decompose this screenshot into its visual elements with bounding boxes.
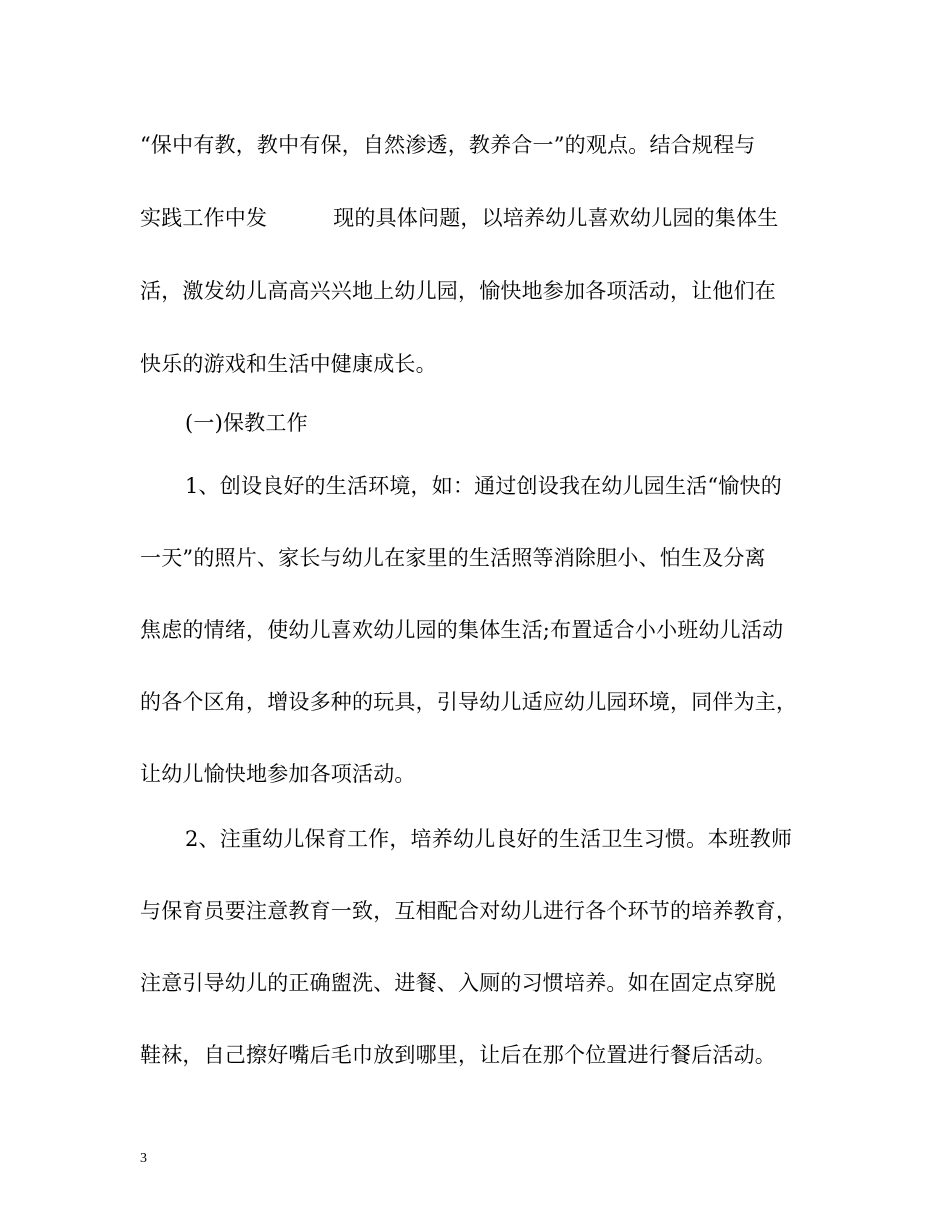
text-line	[140, 204, 820, 232]
text-line: 让幼儿愉快地参加各项活动。	[140, 762, 416, 786]
text-line: 焦虑的情绪，使幼儿喜欢幼儿园的集体生活;布置适合小小班幼儿活动	[140, 618, 784, 642]
text-line: 注意引导幼儿的正确盥洗、进餐、入厕的习惯培养。如在固定点穿脱	[140, 971, 776, 995]
text-line: 鞋袜，自己擦好嘴后毛巾放到哪里，让后在那个位置进行餐后活动。	[140, 1043, 776, 1067]
text-segment: 实践工作中发	[140, 206, 268, 230]
text-line: 一天”的照片、家长与幼儿在家里的生活照等消除胆小、怕生及分离	[140, 546, 766, 570]
text-segment: 现的具体问题，以培养幼儿喜欢幼儿园的集体生	[333, 206, 779, 230]
page-number: 3	[140, 1151, 147, 1166]
text-line: 的各个区角，增设多种的玩具，引导幼儿适应幼儿园环境，同伴为主，	[140, 690, 798, 714]
text-line: 与保育员要注意教育一致，互相配合对幼儿进行各个环节的培养教育，	[140, 899, 798, 923]
text-line: 2、注重幼儿保育工作，培养幼儿良好的生活卫生习惯。本班教师	[185, 827, 793, 851]
text-line: 快乐的游戏和生活中健康成长。	[140, 352, 437, 376]
text-line: “保中有教，教中有保，自然渗透，教养合一”的观点。结合规程与	[140, 133, 756, 157]
text-line: 1、创设良好的生活环境，如：通过创设我在幼儿园生活“愉快的	[185, 474, 782, 498]
text-line: 活，激发幼儿高高兴兴地上幼儿园，愉快地参加各项活动，让他们在	[140, 279, 776, 303]
section-heading: (一)保教工作	[185, 411, 308, 435]
